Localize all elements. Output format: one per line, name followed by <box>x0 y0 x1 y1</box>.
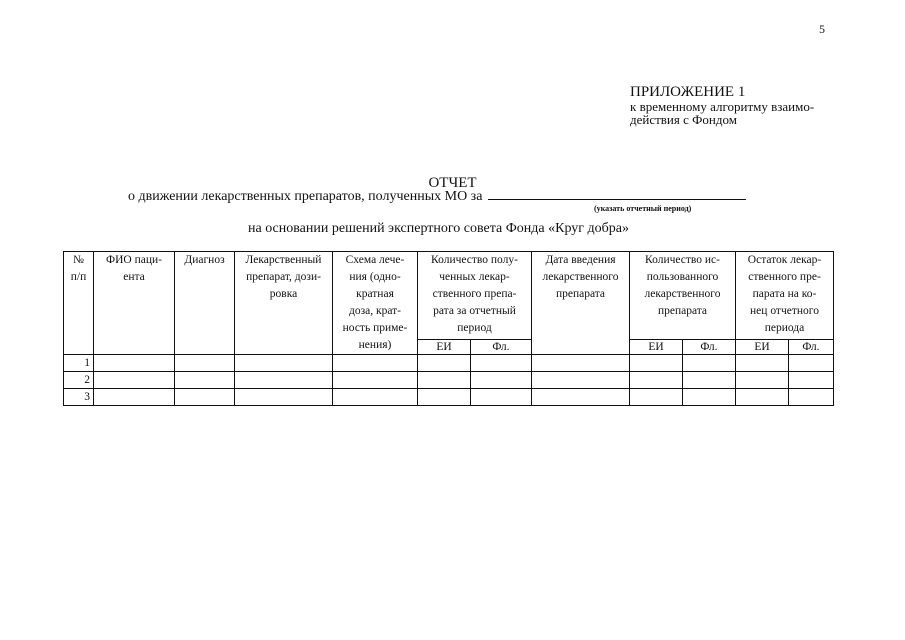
cell-diagnosis[interactable] <box>175 372 235 389</box>
table-row <box>64 372 834 389</box>
cell-used-fl[interactable] <box>683 372 736 389</box>
cell-received-fl[interactable] <box>471 355 532 372</box>
report-basis: на основании решений экспертного совета Фонда «Круг добра» <box>248 221 629 236</box>
cell-fio[interactable] <box>94 355 175 372</box>
header-remainder: Остаток лекар- ственного пре- парата на ко- нец отчетного периода <box>736 252 834 340</box>
report-table <box>63 251 834 406</box>
header-received-fl: Фл. <box>471 340 532 355</box>
cell-used-ei[interactable] <box>630 372 683 389</box>
header-received-ei: ЕИ <box>418 340 471 355</box>
cell-used-ei[interactable] <box>630 355 683 372</box>
header-diagnosis: Диагноз <box>175 252 235 355</box>
page-number: 5 <box>819 22 825 36</box>
cell-scheme[interactable] <box>333 389 418 406</box>
header-num: № п/п <box>64 252 94 355</box>
header-remainder-fl: Фл. <box>789 340 834 355</box>
header-remainder-ei: ЕИ <box>736 340 789 355</box>
cell-remainder-ei[interactable] <box>736 389 789 406</box>
cell-diagnosis[interactable] <box>175 389 235 406</box>
cell-fio[interactable] <box>94 389 175 406</box>
report-subtitle-line <box>128 189 746 205</box>
cell-received-ei[interactable] <box>418 372 471 389</box>
header-date: Дата введения лекарственного препарата <box>532 252 630 355</box>
row-number: 2 <box>64 372 94 389</box>
cell-fio[interactable] <box>94 372 175 389</box>
table-row <box>64 389 834 406</box>
appendix-title: ПРИЛОЖЕНИЕ 1 <box>630 84 746 100</box>
cell-date[interactable] <box>532 389 630 406</box>
cell-remainder-fl[interactable] <box>789 389 834 406</box>
period-hint: (указать отчетный период) <box>594 204 692 213</box>
header-drug: Лекарственный препарат, дози- ровка <box>235 252 333 355</box>
appendix-header <box>630 85 814 126</box>
cell-remainder-ei[interactable] <box>736 372 789 389</box>
cell-used-ei[interactable] <box>630 389 683 406</box>
appendix-line-1: к временному алгоритму взаимо- <box>630 99 815 114</box>
header-scheme: Схема лече- ния (одно- кратная доза, крат- ность приме- нения) <box>333 252 418 355</box>
report-subtitle: о движении лекарственных препаратов, полученных МО за <box>128 189 483 204</box>
row-number: 1 <box>64 355 94 372</box>
cell-diagnosis[interactable] <box>175 355 235 372</box>
header-used: Количество ис- пользованного лекарственного препарата <box>630 252 736 340</box>
cell-used-fl[interactable] <box>683 389 736 406</box>
header-used-fl: Фл. <box>683 340 736 355</box>
cell-received-fl[interactable] <box>471 389 532 406</box>
header-used-ei: ЕИ <box>630 340 683 355</box>
period-blank-field[interactable] <box>488 189 746 200</box>
cell-used-fl[interactable] <box>683 355 736 372</box>
cell-remainder-ei[interactable] <box>736 355 789 372</box>
cell-remainder-fl[interactable] <box>789 372 834 389</box>
cell-date[interactable] <box>532 355 630 372</box>
cell-drug[interactable] <box>235 372 333 389</box>
report-title: ОТЧЕТ <box>428 175 477 191</box>
appendix-line-2: действия с Фондом <box>630 112 737 127</box>
cell-remainder-fl[interactable] <box>789 355 834 372</box>
header-fio: ФИО паци- ента <box>94 252 175 355</box>
cell-scheme[interactable] <box>333 355 418 372</box>
cell-drug[interactable] <box>235 389 333 406</box>
cell-date[interactable] <box>532 372 630 389</box>
cell-received-fl[interactable] <box>471 372 532 389</box>
cell-drug[interactable] <box>235 355 333 372</box>
cell-received-ei[interactable] <box>418 389 471 406</box>
cell-received-ei[interactable] <box>418 355 471 372</box>
row-number: 3 <box>64 389 94 406</box>
cell-scheme[interactable] <box>333 372 418 389</box>
header-received: Количество полу- ченных лекар- ственного препа- рата за отчетный период <box>418 252 532 340</box>
table-row <box>64 355 834 372</box>
